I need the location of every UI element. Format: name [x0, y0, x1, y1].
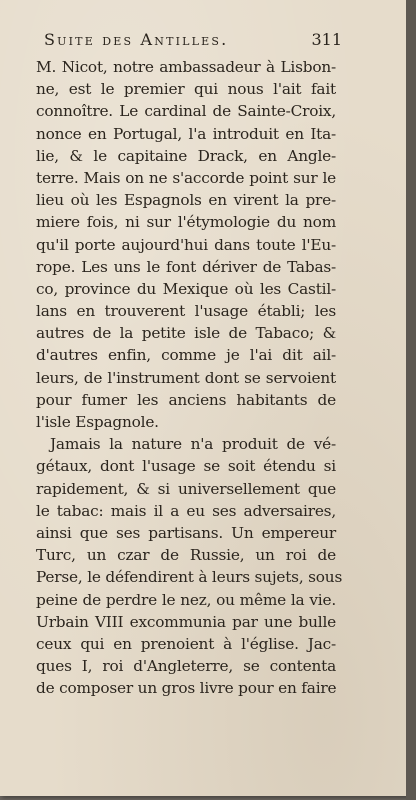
text-line: lie, & le capitaine Drack, en Angle- [36, 146, 336, 165]
text-line: le tabac: mais il a eu ses adversaires, [36, 501, 336, 520]
text-line: de composer un gros livre pour en faire [36, 679, 337, 698]
text-line: ceux qui en prenoient à l'église. Jac- [36, 634, 336, 653]
text-line: terre. Mais on ne s'accorde point sur le [36, 168, 336, 187]
running-head-title: Suite des Antilles. [44, 30, 229, 49]
text-line: gétaux, dont l'usage se soit étendu si [36, 457, 336, 476]
text-line: co, province du Mexique où les Castil- [36, 279, 336, 298]
text-line: l'isle Espagnole. [36, 413, 159, 431]
text-line: autres de la petite isle de Tabaco; & [36, 324, 336, 343]
page-number: 311 [311, 30, 342, 49]
text-line: lieu où les Espagnols en virent la pre- [36, 191, 336, 210]
text-line: rapidement, & si universellement que [36, 479, 336, 498]
running-head [44, 30, 342, 52]
book-page-edge [406, 0, 416, 800]
text-line: lans en trouverent l'usage établi; les [36, 302, 336, 321]
text-line: leurs, de l'instrument dont se servoient [36, 368, 336, 387]
text-line: peine de perdre le nez, ou même la vie. [36, 590, 336, 609]
text-line: Turc, un czar de Russie, un roi de [36, 546, 336, 565]
text-line: miere fois, ni sur l'étymologie du nom [36, 213, 336, 232]
text-line: pour fumer les anciens habitants de [36, 390, 336, 409]
text-line: Urbain VIII excommunia par une bulle [36, 612, 336, 631]
text-line: Perse, le défendirent à leurs sujets, sous [36, 568, 343, 587]
text-line: ainsi que ses partisans. Un empereur [36, 523, 336, 542]
text-line: ques I, roi d'Angleterre, se contenta [36, 657, 336, 676]
text-line: qu'il porte aujourd'hui dans toute l'Eu- [36, 235, 336, 254]
text-line: d'autres enfin, comme je l'ai dit ail- [36, 346, 336, 365]
text-line: Jamais la nature n'a produit de vé- [50, 435, 336, 454]
text-line: nonce en Portugal, l'a introduit en Ita- [36, 124, 336, 143]
text-line: connoître. Le cardinal de Sainte-Croix, [36, 102, 336, 121]
text-line: rope. Les uns le font dériver de Tabas- [36, 257, 336, 276]
text-line: M. Nicot, notre ambassadeur à Lisbon- [36, 58, 336, 76]
body-text [36, 56, 343, 699]
text-line: ne, est le premier qui nous l'ait fait [36, 80, 336, 99]
